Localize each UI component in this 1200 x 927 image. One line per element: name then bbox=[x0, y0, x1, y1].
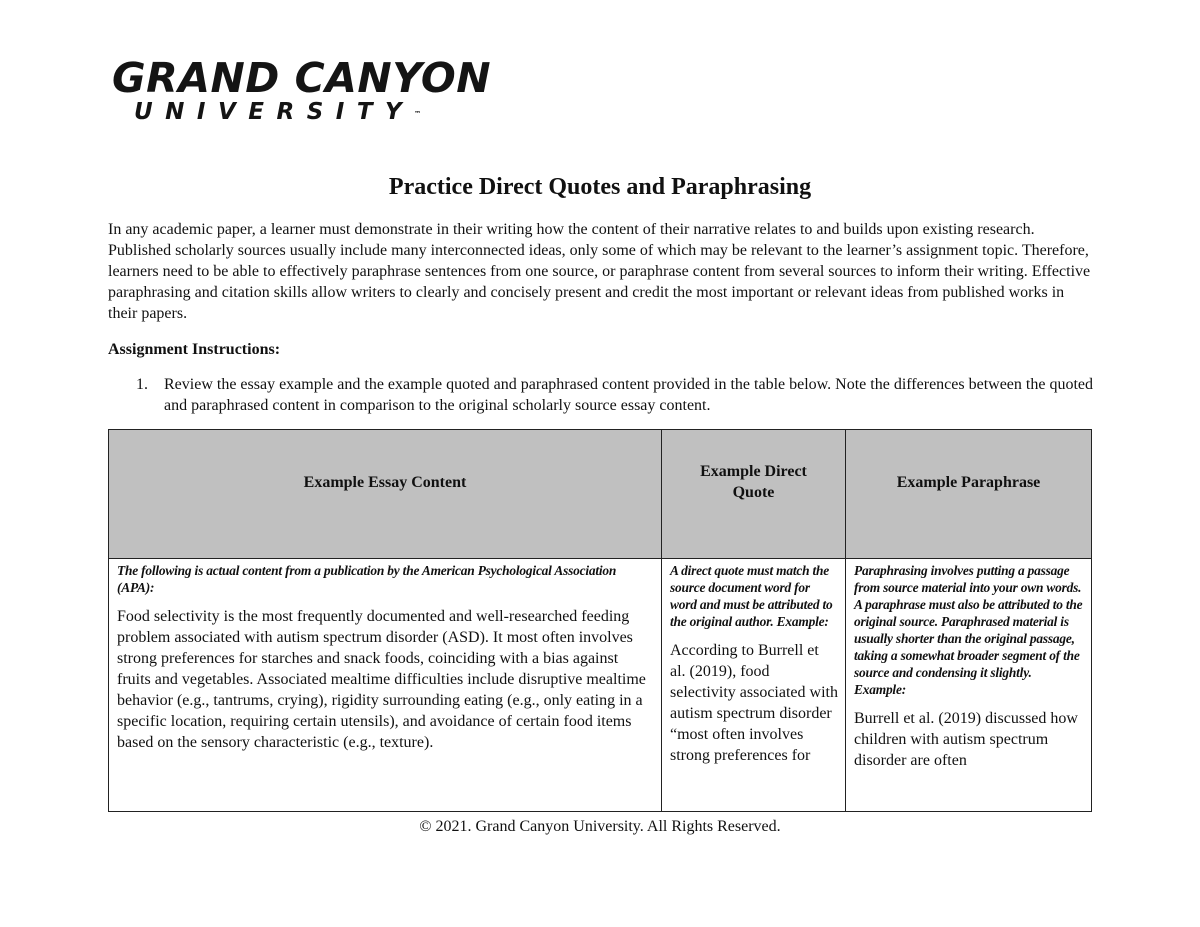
trademark-symbol: ™ bbox=[414, 110, 422, 118]
university-logo bbox=[112, 54, 492, 126]
logo-line-2 bbox=[134, 99, 491, 126]
cell-note: Paraphrasing involves putting a passage from source material into your own words. A paraphrase must also be attributed to the original source. Paraphrased material is usually shorter than the original passage, taking a somewhat broader segment of the source and condensing it slightly. Example: bbox=[854, 563, 1083, 697]
direct-quote-cell bbox=[662, 559, 846, 812]
assignment-instructions-heading: Assignment Instructions: bbox=[108, 341, 281, 358]
step-text: Review the essay example and the example quoted and paraphrased content provided in the table below. Note the differences between the quoted and paraphrased content in comparison to the original scholarly source essay content. bbox=[164, 376, 1093, 414]
column-header-paraphrase bbox=[846, 430, 1092, 559]
cell-text: According to Burrell et al. (2019), food selectivity associated with autism spectrum disorder “most often involves strong preferences for bbox=[670, 642, 838, 764]
column-header-essay-content bbox=[109, 430, 662, 559]
intro-paragraph: In any academic paper, a learner must demonstrate in their writing how the content of their narrative relates to and builds upon existing research. Published scholarly sources usually include many interconnected ideas, only some of which may be relevant to the learner’s assignment topic. Therefore, learners need to be able to effectively paraphrase sentences from one source, or paraphrase content from several sources to inform their writing. Effective paraphrasing and citation skills allow writers to clearly and concisely present and credit the most important or relevant ideas from published works in their papers. bbox=[108, 221, 1091, 322]
examples-table bbox=[108, 429, 1092, 812]
column-header-direct-quote bbox=[662, 430, 846, 559]
page-title: Practice Direct Quotes and Paraphrasing bbox=[388, 174, 812, 200]
logo-line-1: GRAND CANYON bbox=[112, 54, 492, 102]
column-header-label: Example Direct Quote bbox=[700, 463, 807, 501]
cell-text: Food selectivity is the most frequently documented and well-researched feeding problem associated with autism spectrum disorder (ASD). It most often involves strong preferences for starches and snack foods, coinciding with a bias against fruits and vegetables. Associated mealtime difficulties include disruptive mealtime behavior (e.g., tantrums, crying), rigidity surrounding eating (e.g., only eating in a specific location, requiring certain utensils), and avoidance of certain food items based on the sensory characteristic (e.g., texture). bbox=[117, 608, 646, 751]
essay-content-cell bbox=[109, 559, 662, 812]
paraphrase-cell bbox=[846, 559, 1092, 812]
cell-note: A direct quote must match the source document word for word and must be attributed to the original author. Example: bbox=[670, 563, 833, 629]
step-number: 1. bbox=[136, 376, 148, 393]
column-header-label: Example Essay Content bbox=[303, 473, 467, 491]
table-row bbox=[109, 559, 1092, 812]
instructions-list bbox=[136, 374, 1093, 416]
cell-note: The following is actual content from a publication by the American Psychological Association (APA): bbox=[117, 563, 617, 595]
instruction-step bbox=[136, 374, 1093, 416]
cell-text: Burrell et al. (2019) discussed how children with autism spectrum disorder are often bbox=[854, 710, 1078, 769]
table-header-row bbox=[109, 430, 1092, 559]
column-header-label: Example Paraphrase bbox=[896, 473, 1041, 491]
copyright-footer: © 2021. Grand Canyon University. All Rights Reserved. bbox=[419, 818, 781, 835]
logo-wordmark: UNIVERSITY bbox=[134, 99, 415, 125]
